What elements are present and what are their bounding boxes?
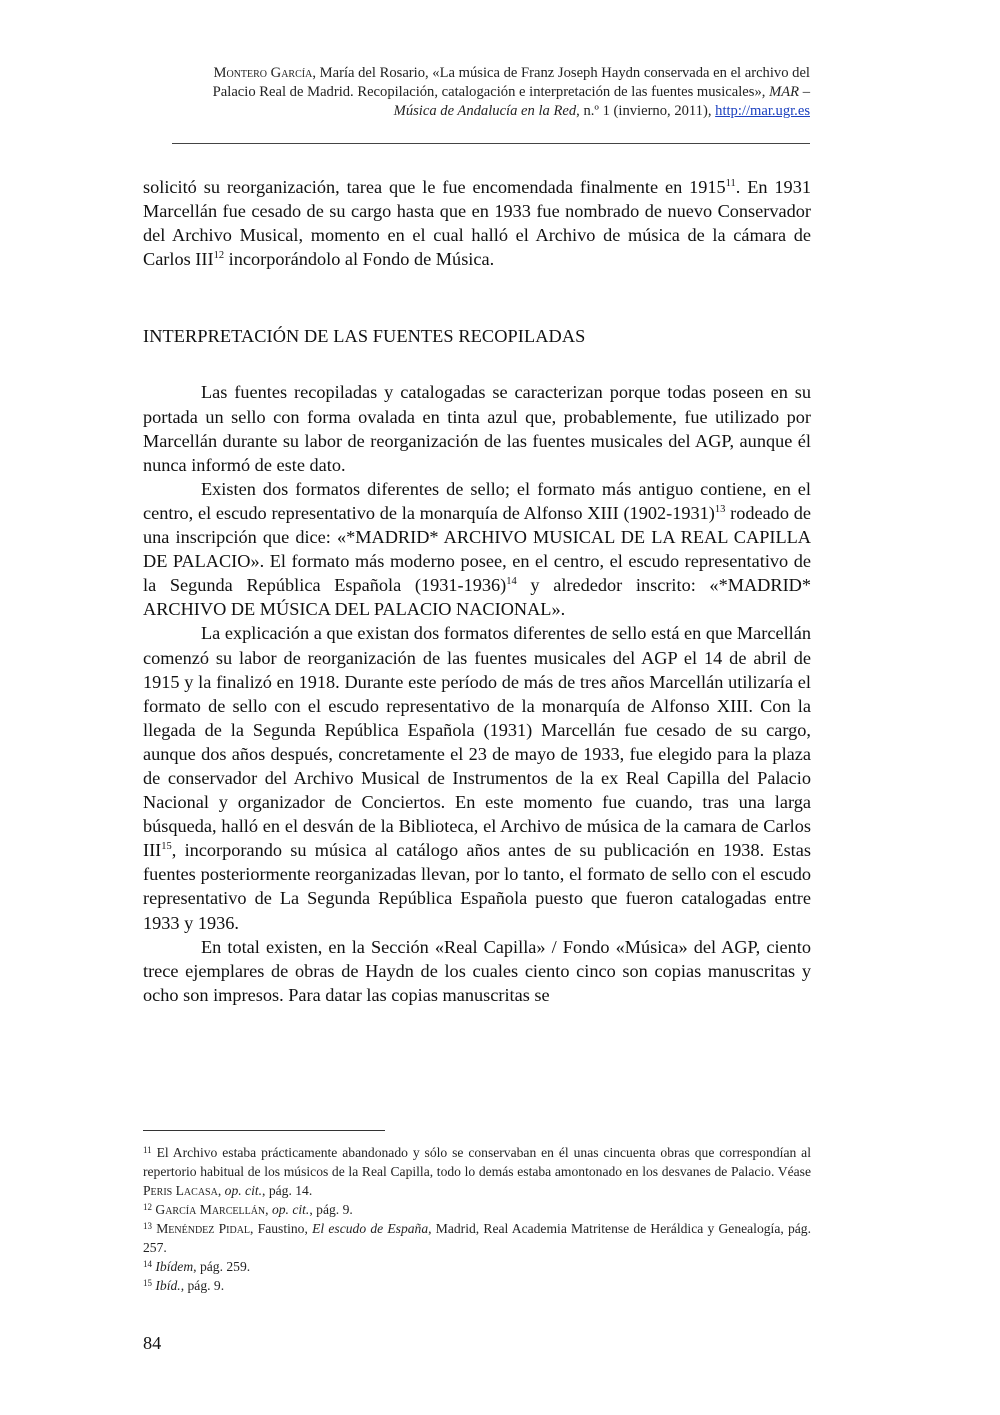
footnote-divider bbox=[143, 1130, 385, 1131]
footnote-15: $^{15}$ Ibíd., pág. 9. bbox=[143, 1278, 225, 1293]
footnote-ref-14[interactable]: 14 bbox=[506, 576, 517, 588]
paragraph-1: solicitó su reorganización, tarea que le fue encomendada finalmente en 1915$^{11}$. En 1931 Marcellán fue cesado de su cargo hasta que en 1933 fue nombrado de nuevo Conservador del Archivo Musical, momento en el cual halló el Archivo de música de la cámara de Carlos III$^{12}$ incorporándolo al Fondo de Música. bbox=[143, 177, 811, 270]
body-text bbox=[143, 175, 811, 1007]
header-issue: , n.º 1 (invierno, 2011), bbox=[576, 103, 716, 119]
footnote-ref-12[interactable]: 12 bbox=[213, 250, 225, 262]
header-author: Montero García bbox=[213, 65, 313, 81]
footnote-13: $^{13}$ Menéndez Pidal, Faustino, El escudo de España, Madrid, Real Academia Matritense de Heráldica y Genealogía, pág. 257. bbox=[143, 1221, 811, 1255]
journal-url-link[interactable]: http://mar.ugr.es bbox=[715, 103, 810, 119]
header-article: , María del Rosario, «La música de Franz Joseph Haydn conservada en el archivo del Palacio Real de Madrid. Recopilación, catalogación e interpretación de las fuentes musicales», bbox=[212, 65, 810, 100]
section-heading: INTERPRETACIÓN DE LAS FUENTES RECOPILADAS bbox=[143, 326, 586, 347]
footnote-11: $^{11}$ El Archivo estaba prácticamente abandonado y sólo se conservaban en él unas cincuenta obras que correspondían al repertorio habitual de los músicos de la Real Capilla, todo lo demás estaba amontonado en los desvanes de Palacio. Véase Peris Lacasa, op. cit., pág. 14. bbox=[143, 1145, 811, 1198]
footnote-14: $^{14}$ Ibídem, pág. 259. bbox=[143, 1259, 251, 1274]
paragraph-2: Las fuentes recopiladas y catalogadas se caracterizan porque todas poseen en su portada un sello con forma ovalada en tinta azul que, probablemente, fue utilizado por Marcellán durante su labor de reorganización de las fuentes musicales del AGP, aunque él nunca informó de este dato. bbox=[143, 382, 811, 475]
paragraph-4: La explicación a que existan dos formatos diferentes de sello está en que Marcellán comenzó su labor de reorganización de las fuentes musicales del AGP el 14 de abril de 1915 y la finalizó en 1918. Durante este período de más de tres años Marcellán utilizaría el formato de sello con el escudo representativo de la monarquía de Alfonso XIII. Con la llegada de la Segunda República Española (1931) Marcellán fue cesado de su cargo, aunque dos años después, concretamente el 23 de mayo de 1933, fue elegido para la plaza de conservador del Archivo Musical de Instrumentos de la ex Real Capilla del Palacio Nacional y organizador de Conciertos. En este momento fue cuando, tras una larga búsqueda, halló en el desván de la Biblioteca, el Archivo de música de la camara de Carlos III$^{15}$, incorporando su música al catálogo años antes de su publicación en 1938. Estas fuentes posteriormente reorganizadas llevan, por lo tanto, el formato de sello con el escudo representativo de La Segunda República Española puesto que fueron catalogadas entre 1933 y 1936. bbox=[143, 623, 811, 933]
footnotes bbox=[143, 1143, 811, 1295]
footnote-ref-13[interactable]: 13 bbox=[714, 503, 726, 515]
citation-header bbox=[170, 64, 810, 121]
paragraph-5: En total existen, en la Sección «Real Capilla» / Fondo «Música» del AGP, ciento trece ejemplares de obras de Haydn de los cuales ciento cinco son copias manuscritas y ocho son impresos. Para datar las copias manuscritas se bbox=[143, 936, 811, 1005]
page-number: 84 bbox=[143, 1333, 162, 1353]
header-journal: MAR – Música de Andalucía en la Red bbox=[393, 84, 810, 119]
footnote-12: $^{12}$ García Marcellán, op. cit., pág. 9. bbox=[143, 1202, 353, 1217]
footnote-ref-11[interactable]: 11 bbox=[725, 178, 736, 189]
header-divider bbox=[172, 143, 810, 144]
paragraph-3: Existen dos formatos diferentes de sello; el formato más antiguo contiene, en el centro, el escudo representativo de la monarquía de Alfonso XIII (1902-1931)$^{13}$ rodeado de una inscripción que dice: «*MADRID* ARCHIVO MUSICAL DE LA REAL CAPILLA DE PALACIO». El formato más moderno posee, en el centro, el escudo representativo de la Segunda República Española (1931-1936)$^{14}$ y alrededor inscrito: «*MADRID* ARCHIVO DE MÚSICA DEL PALACIO NACIONAL». bbox=[143, 478, 811, 620]
footnote-ref-15[interactable]: 15 bbox=[161, 841, 172, 853]
